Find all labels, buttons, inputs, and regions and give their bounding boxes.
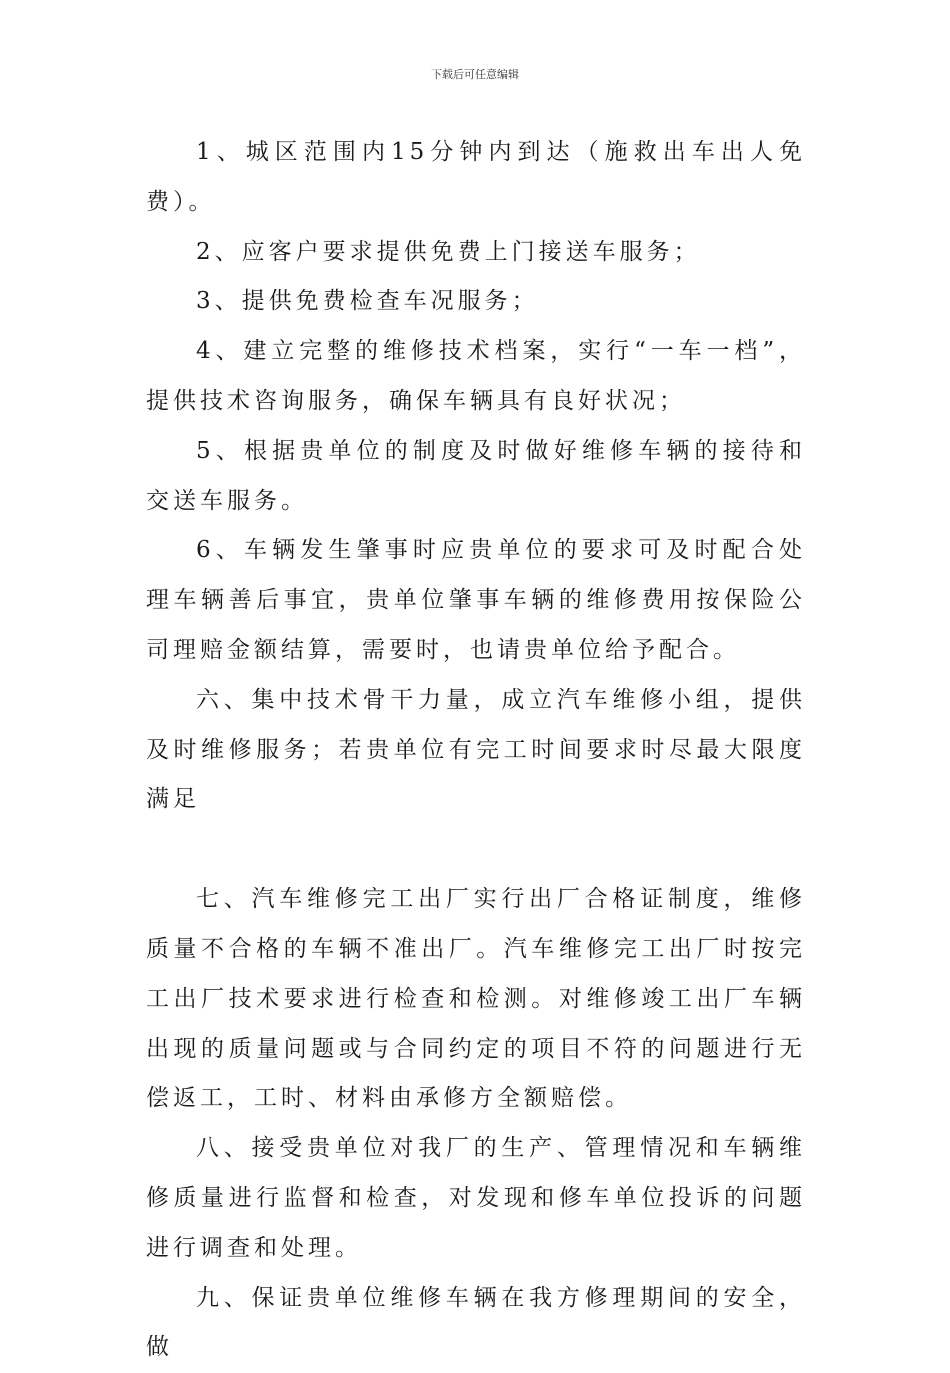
- paragraph-item-3: 3、提供免费检查车况服务；: [196, 288, 539, 315]
- paragraph-item-1: 1、城区范围内15分钟内到达（施救出车出人免费）。: [146, 139, 806, 215]
- paragraph-item-4: 4、建立完整的维修技术档案，实行“一车一档”，提供技术咨询服务，确保车辆具有良好状况；: [146, 338, 806, 414]
- paragraph-section-9: 九、保证贵单位维修车辆在我方修理期间的安全，做: [146, 1284, 806, 1361]
- page-header-note: 下载后可任意编辑: [431, 68, 519, 81]
- paragraph-section-6: 六、集中技术骨干力量，成立汽车维修小组，提供及时维修服务；若贵单位有完工时间要求时尽最大限度满足: [146, 686, 806, 813]
- paragraph-section-8: 八、接受贵单位对我厂的生产、管理情况和车辆维修质量进行监督和检查，对发现和修车单位投诉的问题进行调查和处理。: [146, 1135, 806, 1261]
- document-body: [146, 128, 806, 1373]
- paragraph-item-6: 6、车辆发生肇事时应贵单位的要求可及时配合处理车辆善后事宜，贵单位肇事车辆的维修费用按保险公司理赔金额结算，需要时，也请贵单位给予配合。: [146, 537, 806, 663]
- paragraph-section-7: 七、汽车维修完工出厂实行出厂合格证制度，维修质量不合格的车辆不准出厂。汽车维修完工出厂时按完工出厂技术要求进行检查和检测。对维修竣工出厂车辆出现的质量问题或与合同约定的项目不符的问题进行无偿返工，工时、材料由承修方全额赔偿。: [146, 886, 806, 1112]
- paragraph-gap: [146, 825, 806, 875]
- paragraph-item-5: 5、根据贵单位的制度及时做好维修车辆的接待和交送车服务。: [146, 437, 806, 514]
- paragraph-item-2: 2、应客户要求提供免费上门接送车服务；: [196, 238, 701, 265]
